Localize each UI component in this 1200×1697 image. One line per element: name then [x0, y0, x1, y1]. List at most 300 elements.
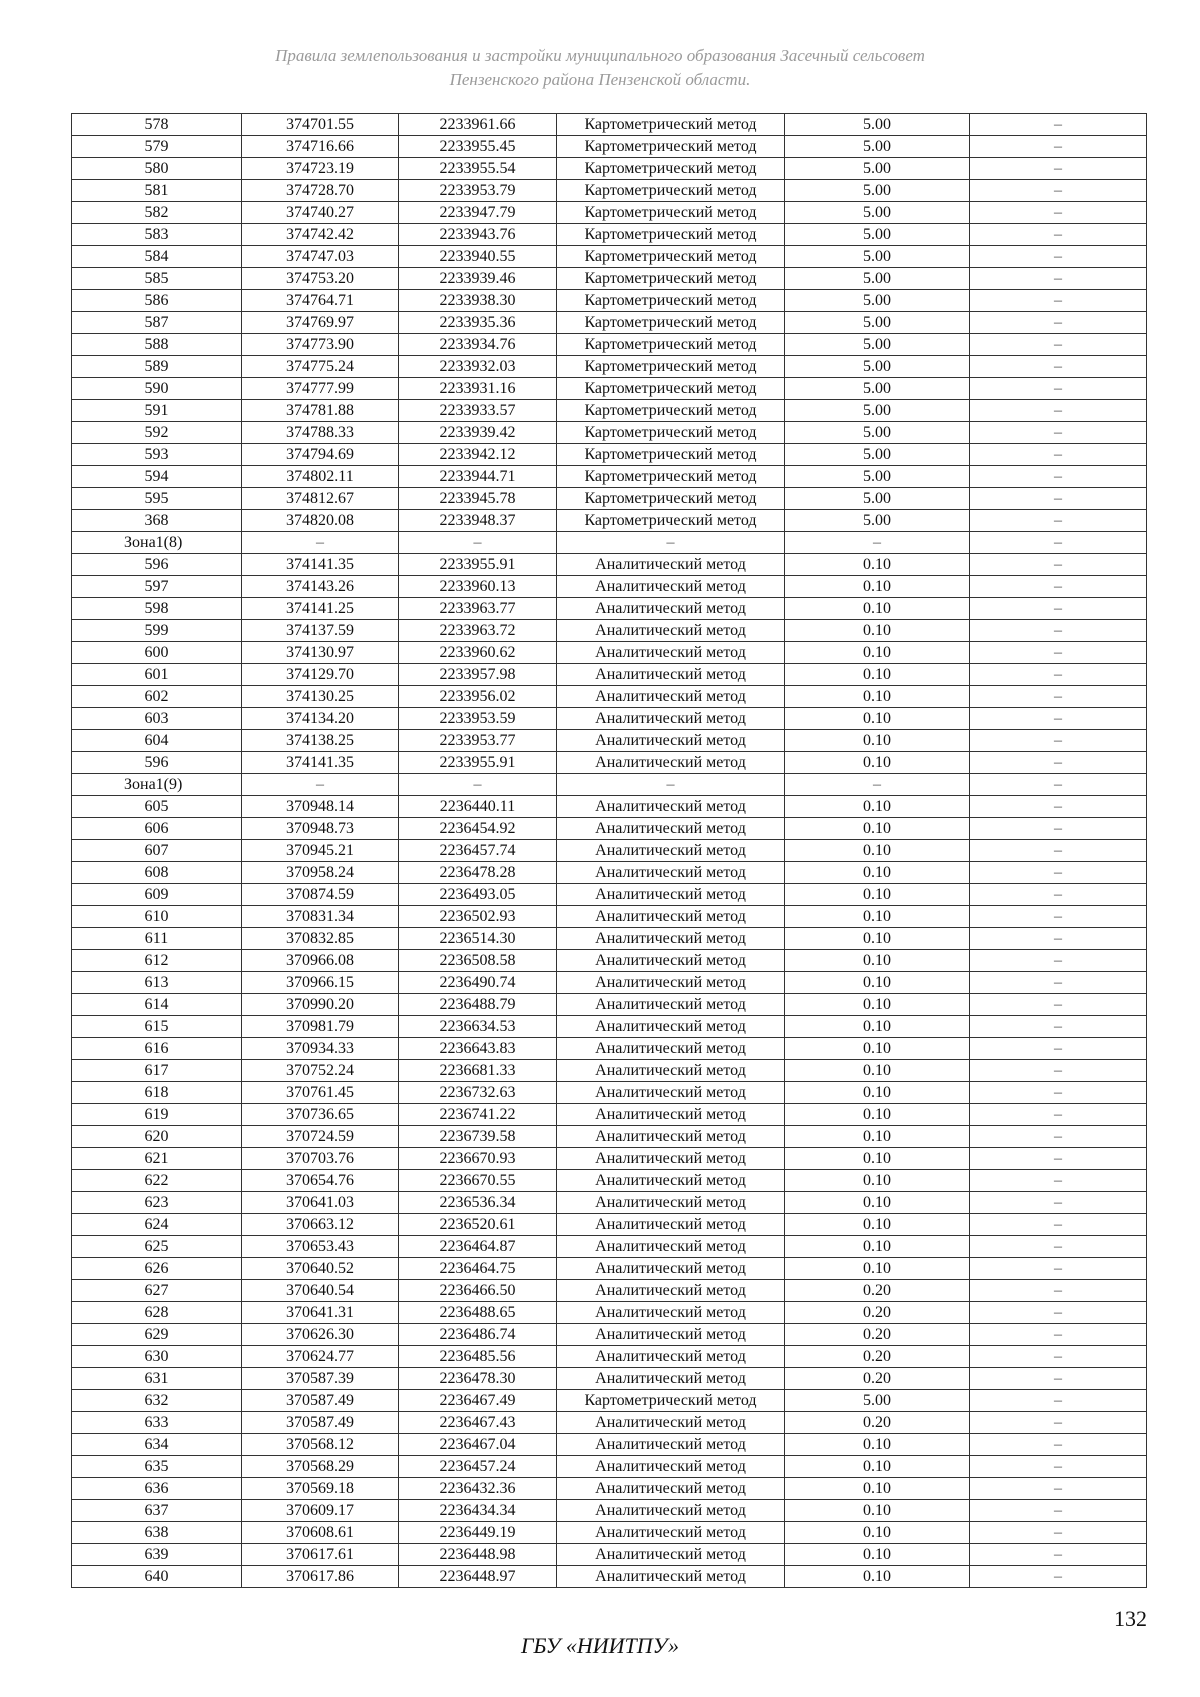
x-coordinate-cell: 370587.49	[242, 1412, 399, 1434]
x-coordinate-cell: 374812.67	[242, 488, 399, 510]
method-cell: –	[557, 774, 785, 796]
y-coordinate-cell: 2233939.42	[399, 422, 557, 444]
point-number-cell: 596	[72, 554, 242, 576]
accuracy-cell: 0.10	[785, 1544, 970, 1566]
point-number-cell: Зона1(8)	[72, 532, 242, 554]
method-cell: Картометрический метод	[557, 158, 785, 180]
y-coordinate-cell: 2236448.97	[399, 1566, 557, 1588]
method-cell: Картометрический метод	[557, 356, 785, 378]
x-coordinate-cell: 374129.70	[242, 664, 399, 686]
x-coordinate-cell: 370624.77	[242, 1346, 399, 1368]
y-coordinate-cell: 2236514.30	[399, 928, 557, 950]
description-cell: –	[970, 312, 1147, 334]
description-cell: –	[970, 1522, 1147, 1544]
x-coordinate-cell: 370752.24	[242, 1060, 399, 1082]
y-coordinate-cell: 2233948.37	[399, 510, 557, 532]
accuracy-cell: 0.10	[785, 752, 970, 774]
y-coordinate-cell: 2236488.79	[399, 994, 557, 1016]
table-row	[72, 1236, 1147, 1258]
table-row	[72, 1456, 1147, 1478]
method-cell: Аналитический метод	[557, 1280, 785, 1302]
y-coordinate-cell: 2233961.66	[399, 114, 557, 136]
y-coordinate-cell: 2233944.71	[399, 466, 557, 488]
x-coordinate-cell: 370626.30	[242, 1324, 399, 1346]
y-coordinate-cell: 2233931.16	[399, 378, 557, 400]
y-coordinate-cell: –	[399, 532, 557, 554]
x-coordinate-cell: 370641.31	[242, 1302, 399, 1324]
x-coordinate-cell: 374130.97	[242, 642, 399, 664]
method-cell: Аналитический метод	[557, 1038, 785, 1060]
y-coordinate-cell: 2236681.33	[399, 1060, 557, 1082]
y-coordinate-cell: 2236486.74	[399, 1324, 557, 1346]
point-number-cell: 589	[72, 356, 242, 378]
point-number-cell: 592	[72, 422, 242, 444]
description-cell: –	[970, 1302, 1147, 1324]
table-row	[72, 312, 1147, 334]
y-coordinate-cell: 2236464.75	[399, 1258, 557, 1280]
x-coordinate-cell: 370831.34	[242, 906, 399, 928]
description-cell: –	[970, 642, 1147, 664]
method-cell: Аналитический метод	[557, 576, 785, 598]
x-coordinate-cell: 374141.35	[242, 752, 399, 774]
description-cell: –	[970, 774, 1147, 796]
y-coordinate-cell: 2236634.53	[399, 1016, 557, 1038]
description-cell: –	[970, 1104, 1147, 1126]
method-cell: Аналитический метод	[557, 884, 785, 906]
accuracy-cell: 5.00	[785, 224, 970, 246]
description-cell: –	[970, 400, 1147, 422]
table-row	[72, 554, 1147, 576]
x-coordinate-cell: 374728.70	[242, 180, 399, 202]
accuracy-cell: 0.10	[785, 664, 970, 686]
description-cell: –	[970, 488, 1147, 510]
y-coordinate-cell: 2233960.13	[399, 576, 557, 598]
point-number-cell: 611	[72, 928, 242, 950]
accuracy-cell: 5.00	[785, 312, 970, 334]
accuracy-cell: 5.00	[785, 158, 970, 180]
description-cell: –	[970, 1258, 1147, 1280]
accuracy-cell: 5.00	[785, 290, 970, 312]
description-cell: –	[970, 1368, 1147, 1390]
table-row	[72, 1302, 1147, 1324]
x-coordinate-cell: 374134.20	[242, 708, 399, 730]
table-row	[72, 796, 1147, 818]
point-number-cell: 582	[72, 202, 242, 224]
method-cell: Аналитический метод	[557, 1170, 785, 1192]
method-cell: Аналитический метод	[557, 1412, 785, 1434]
method-cell: Картометрический метод	[557, 312, 785, 334]
point-number-cell: 633	[72, 1412, 242, 1434]
description-cell: –	[970, 906, 1147, 928]
x-coordinate-cell: 374740.27	[242, 202, 399, 224]
table-row	[72, 356, 1147, 378]
description-cell: –	[970, 1060, 1147, 1082]
x-coordinate-cell: 370966.15	[242, 972, 399, 994]
x-coordinate-cell: 370934.33	[242, 1038, 399, 1060]
method-cell: Аналитический метод	[557, 730, 785, 752]
y-coordinate-cell: 2233963.72	[399, 620, 557, 642]
x-coordinate-cell: –	[242, 774, 399, 796]
table-row	[72, 1214, 1147, 1236]
point-number-cell: 628	[72, 1302, 242, 1324]
y-coordinate-cell: 2233935.36	[399, 312, 557, 334]
method-cell: Картометрический метод	[557, 1390, 785, 1412]
y-coordinate-cell: 2233953.79	[399, 180, 557, 202]
point-number-cell: 614	[72, 994, 242, 1016]
table-row	[72, 906, 1147, 928]
table-row	[72, 488, 1147, 510]
description-cell: –	[970, 972, 1147, 994]
description-cell: –	[970, 598, 1147, 620]
table-row	[72, 862, 1147, 884]
y-coordinate-cell: 2233960.62	[399, 642, 557, 664]
description-cell: –	[970, 1214, 1147, 1236]
accuracy-cell: 0.10	[785, 554, 970, 576]
accuracy-cell: 0.10	[785, 1082, 970, 1104]
x-coordinate-cell: 374138.25	[242, 730, 399, 752]
description-cell: –	[970, 1566, 1147, 1588]
y-coordinate-cell: 2233939.46	[399, 268, 557, 290]
accuracy-cell: 0.10	[785, 840, 970, 862]
method-cell: Аналитический метод	[557, 1368, 785, 1390]
y-coordinate-cell: 2233932.03	[399, 356, 557, 378]
table-row	[72, 268, 1147, 290]
x-coordinate-cell: 374820.08	[242, 510, 399, 532]
point-number-cell: 583	[72, 224, 242, 246]
y-coordinate-cell: 2236520.61	[399, 1214, 557, 1236]
method-cell: Картометрический метод	[557, 268, 785, 290]
y-coordinate-cell: 2233940.55	[399, 246, 557, 268]
description-cell: –	[970, 862, 1147, 884]
y-coordinate-cell: 2233938.30	[399, 290, 557, 312]
description-cell: –	[970, 1016, 1147, 1038]
x-coordinate-cell: 374141.25	[242, 598, 399, 620]
method-cell: Аналитический метод	[557, 1434, 785, 1456]
y-coordinate-cell: 2236464.87	[399, 1236, 557, 1258]
table-row	[72, 1478, 1147, 1500]
method-cell: Картометрический метод	[557, 378, 785, 400]
method-cell: Картометрический метод	[557, 180, 785, 202]
point-number-cell: 631	[72, 1368, 242, 1390]
table-row	[72, 224, 1147, 246]
description-cell: –	[970, 1192, 1147, 1214]
description-cell: –	[970, 686, 1147, 708]
method-cell: Аналитический метод	[557, 1478, 785, 1500]
point-number-cell: 634	[72, 1434, 242, 1456]
accuracy-cell: 0.10	[785, 576, 970, 598]
description-cell: –	[970, 1412, 1147, 1434]
method-cell: Аналитический метод	[557, 1302, 785, 1324]
accuracy-cell: 5.00	[785, 356, 970, 378]
accuracy-cell: 0.10	[785, 862, 970, 884]
accuracy-cell: 5.00	[785, 400, 970, 422]
y-coordinate-cell: 2236741.22	[399, 1104, 557, 1126]
point-number-cell: 581	[72, 180, 242, 202]
method-cell: Аналитический метод	[557, 818, 785, 840]
method-cell: Аналитический метод	[557, 686, 785, 708]
accuracy-cell: 0.10	[785, 598, 970, 620]
method-cell: Аналитический метод	[557, 972, 785, 994]
footer-organization: ГБУ «НИИТПУ»	[520, 1633, 680, 1658]
point-number-cell: 603	[72, 708, 242, 730]
y-coordinate-cell: 2236732.63	[399, 1082, 557, 1104]
method-cell: Картометрический метод	[557, 400, 785, 422]
accuracy-cell: 0.10	[785, 730, 970, 752]
description-cell: –	[970, 290, 1147, 312]
table-row	[72, 290, 1147, 312]
point-number-cell: 610	[72, 906, 242, 928]
accuracy-cell: 0.10	[785, 796, 970, 818]
x-coordinate-cell: 370608.61	[242, 1522, 399, 1544]
accuracy-cell: 0.10	[785, 620, 970, 642]
table-row	[72, 1522, 1147, 1544]
y-coordinate-cell: 2236478.28	[399, 862, 557, 884]
method-cell: Аналитический метод	[557, 928, 785, 950]
table-row	[72, 158, 1147, 180]
point-number-cell: 620	[72, 1126, 242, 1148]
accuracy-cell: 0.10	[785, 994, 970, 1016]
method-cell: Аналитический метод	[557, 994, 785, 1016]
table-row	[72, 136, 1147, 158]
point-number-cell: 590	[72, 378, 242, 400]
point-number-cell: 579	[72, 136, 242, 158]
method-cell: Аналитический метод	[557, 1148, 785, 1170]
y-coordinate-cell: 2236670.93	[399, 1148, 557, 1170]
point-number-cell: 619	[72, 1104, 242, 1126]
point-number-cell: 607	[72, 840, 242, 862]
x-coordinate-cell: 374130.25	[242, 686, 399, 708]
y-coordinate-cell: 2236454.92	[399, 818, 557, 840]
method-cell: Аналитический метод	[557, 642, 785, 664]
x-coordinate-cell: 370654.76	[242, 1170, 399, 1192]
method-cell: –	[557, 532, 785, 554]
accuracy-cell: 0.10	[785, 1566, 970, 1588]
y-coordinate-cell: 2236502.93	[399, 906, 557, 928]
x-coordinate-cell: 374141.35	[242, 554, 399, 576]
table-row	[72, 444, 1147, 466]
x-coordinate-cell: 374137.59	[242, 620, 399, 642]
description-cell: –	[970, 532, 1147, 554]
point-number-cell: 617	[72, 1060, 242, 1082]
table-row	[72, 466, 1147, 488]
y-coordinate-cell: 2233942.12	[399, 444, 557, 466]
point-number-cell: 625	[72, 1236, 242, 1258]
description-cell: –	[970, 840, 1147, 862]
accuracy-cell: 0.10	[785, 1038, 970, 1060]
description-cell: –	[970, 576, 1147, 598]
method-cell: Аналитический метод	[557, 620, 785, 642]
accuracy-cell: 5.00	[785, 1390, 970, 1412]
method-cell: Аналитический метод	[557, 1346, 785, 1368]
point-number-cell: 604	[72, 730, 242, 752]
table-row	[72, 620, 1147, 642]
description-cell: –	[970, 620, 1147, 642]
point-number-cell: 600	[72, 642, 242, 664]
method-cell: Аналитический метод	[557, 1192, 785, 1214]
point-number-cell: 609	[72, 884, 242, 906]
table-row	[72, 1500, 1147, 1522]
table-row	[72, 1060, 1147, 1082]
x-coordinate-cell: 370587.49	[242, 1390, 399, 1412]
table-row	[72, 510, 1147, 532]
x-coordinate-cell: 374723.19	[242, 158, 399, 180]
point-number-cell: 635	[72, 1456, 242, 1478]
table-row	[72, 752, 1147, 774]
description-cell: –	[970, 1390, 1147, 1412]
accuracy-cell: 0.10	[785, 1060, 970, 1082]
point-number-cell: 580	[72, 158, 242, 180]
table-row	[72, 1412, 1147, 1434]
description-cell: –	[970, 334, 1147, 356]
point-number-cell: 598	[72, 598, 242, 620]
point-number-cell: 632	[72, 1390, 242, 1412]
y-coordinate-cell: 2236467.04	[399, 1434, 557, 1456]
table-row	[72, 950, 1147, 972]
y-coordinate-cell: 2236488.65	[399, 1302, 557, 1324]
accuracy-cell: 0.20	[785, 1302, 970, 1324]
method-cell: Аналитический метод	[557, 708, 785, 730]
x-coordinate-cell: 374716.66	[242, 136, 399, 158]
description-cell: –	[970, 202, 1147, 224]
table-row	[72, 840, 1147, 862]
point-number-cell: 623	[72, 1192, 242, 1214]
x-coordinate-cell: 374777.99	[242, 378, 399, 400]
method-cell: Аналитический метод	[557, 598, 785, 620]
point-number-cell: 621	[72, 1148, 242, 1170]
accuracy-cell: 0.10	[785, 950, 970, 972]
y-coordinate-cell: 2233953.59	[399, 708, 557, 730]
accuracy-cell: 0.10	[785, 1500, 970, 1522]
accuracy-cell: 0.10	[785, 1258, 970, 1280]
y-coordinate-cell: 2233957.98	[399, 664, 557, 686]
description-cell: –	[970, 1148, 1147, 1170]
y-coordinate-cell: –	[399, 774, 557, 796]
point-number-cell: 605	[72, 796, 242, 818]
method-cell: Картометрический метод	[557, 136, 785, 158]
zone-header-row	[72, 532, 1147, 554]
accuracy-cell: 5.00	[785, 378, 970, 400]
point-number-cell: 602	[72, 686, 242, 708]
method-cell: Аналитический метод	[557, 840, 785, 862]
table-row	[72, 1324, 1147, 1346]
accuracy-cell: 0.10	[785, 1170, 970, 1192]
point-number-cell: 368	[72, 510, 242, 532]
point-number-cell: 593	[72, 444, 242, 466]
method-cell: Картометрический метод	[557, 488, 785, 510]
zone-header-row	[72, 774, 1147, 796]
description-cell: –	[970, 1082, 1147, 1104]
table-row	[72, 1544, 1147, 1566]
accuracy-cell: 0.10	[785, 884, 970, 906]
x-coordinate-cell: 370568.12	[242, 1434, 399, 1456]
point-number-cell: 596	[72, 752, 242, 774]
description-cell: –	[970, 1126, 1147, 1148]
method-cell: Картометрический метод	[557, 334, 785, 356]
table-row	[72, 1148, 1147, 1170]
description-cell: –	[970, 1434, 1147, 1456]
table-row	[72, 1016, 1147, 1038]
description-cell: –	[970, 1236, 1147, 1258]
x-coordinate-cell: 370990.20	[242, 994, 399, 1016]
table-row	[72, 664, 1147, 686]
x-coordinate-cell: 374143.26	[242, 576, 399, 598]
page-number: 132	[1114, 1606, 1147, 1631]
accuracy-cell: 0.10	[785, 1478, 970, 1500]
accuracy-cell: 0.10	[785, 1148, 970, 1170]
accuracy-cell: 0.10	[785, 642, 970, 664]
method-cell: Аналитический метод	[557, 1258, 785, 1280]
description-cell: –	[970, 1500, 1147, 1522]
point-number-cell: 630	[72, 1346, 242, 1368]
description-cell: –	[970, 554, 1147, 576]
accuracy-cell: 0.10	[785, 1236, 970, 1258]
y-coordinate-cell: 2236485.56	[399, 1346, 557, 1368]
description-cell: –	[970, 356, 1147, 378]
accuracy-cell: –	[785, 532, 970, 554]
description-cell: –	[970, 664, 1147, 686]
accuracy-cell: 0.10	[785, 1214, 970, 1236]
y-coordinate-cell: 2236670.55	[399, 1170, 557, 1192]
table-row	[72, 994, 1147, 1016]
y-coordinate-cell: 2236448.98	[399, 1544, 557, 1566]
accuracy-cell: 0.10	[785, 972, 970, 994]
accuracy-cell: 0.10	[785, 686, 970, 708]
y-coordinate-cell: 2233955.91	[399, 554, 557, 576]
description-cell: –	[970, 1346, 1147, 1368]
method-cell: Аналитический метод	[557, 1566, 785, 1588]
description-cell: –	[970, 1280, 1147, 1302]
accuracy-cell: 0.10	[785, 906, 970, 928]
table-row	[72, 708, 1147, 730]
table-row	[72, 884, 1147, 906]
accuracy-cell: 5.00	[785, 466, 970, 488]
point-number-cell: 627	[72, 1280, 242, 1302]
accuracy-cell: 0.10	[785, 1192, 970, 1214]
method-cell: Картометрический метод	[557, 290, 785, 312]
accuracy-cell: 5.00	[785, 334, 970, 356]
coordinates-table-body	[72, 114, 1147, 1588]
method-cell: Аналитический метод	[557, 1214, 785, 1236]
table-row	[72, 400, 1147, 422]
x-coordinate-cell: –	[242, 532, 399, 554]
x-coordinate-cell: 370724.59	[242, 1126, 399, 1148]
table-row	[72, 598, 1147, 620]
x-coordinate-cell: 370981.79	[242, 1016, 399, 1038]
point-number-cell: 618	[72, 1082, 242, 1104]
accuracy-cell: 5.00	[785, 444, 970, 466]
description-cell: –	[970, 1038, 1147, 1060]
table-row	[72, 1082, 1147, 1104]
point-number-cell: 638	[72, 1522, 242, 1544]
point-number-cell: 615	[72, 1016, 242, 1038]
y-coordinate-cell: 2236508.58	[399, 950, 557, 972]
accuracy-cell: 0.20	[785, 1324, 970, 1346]
description-cell: –	[970, 268, 1147, 290]
description-cell: –	[970, 884, 1147, 906]
table-row	[72, 246, 1147, 268]
point-number-cell: 588	[72, 334, 242, 356]
table-row	[72, 1192, 1147, 1214]
x-coordinate-cell: 370640.54	[242, 1280, 399, 1302]
y-coordinate-cell: 2236432.36	[399, 1478, 557, 1500]
accuracy-cell: 0.20	[785, 1412, 970, 1434]
accuracy-cell: 5.00	[785, 114, 970, 136]
table-row	[72, 730, 1147, 752]
point-number-cell: 584	[72, 246, 242, 268]
description-cell: –	[970, 158, 1147, 180]
method-cell: Картометрический метод	[557, 246, 785, 268]
method-cell: Аналитический метод	[557, 1236, 785, 1258]
